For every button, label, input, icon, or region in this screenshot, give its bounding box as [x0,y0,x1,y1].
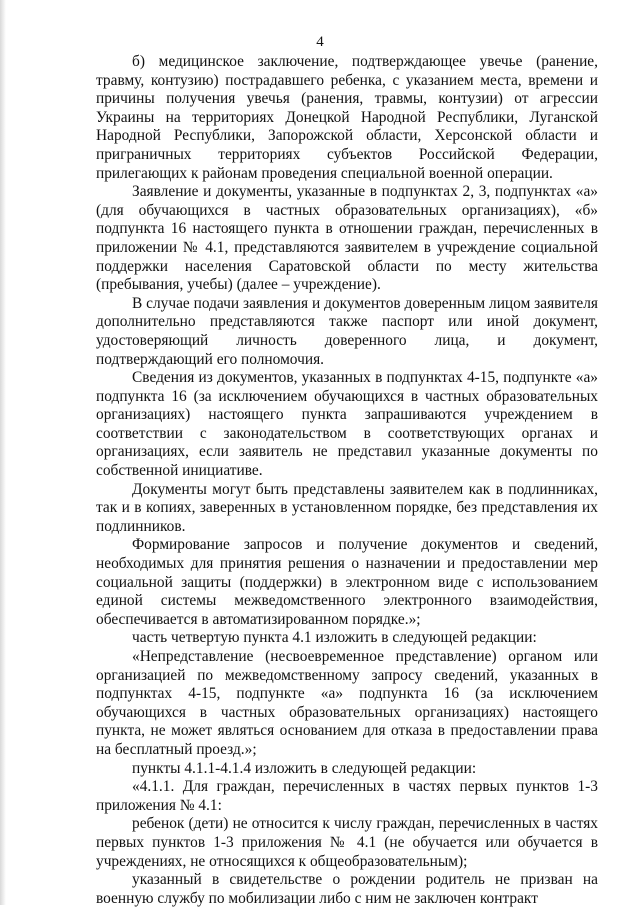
page-number: 4 [316,34,324,50]
paragraph-non-submission: «Непредставление (несвоевременное представление) органом или организацией по межведомственному запросу сведений, указанных в подпунктах 4-15, подпункте «а» подпункта 16 (за исключением обучающихся в частных образовательных организациях) настоящего пункта, не может являться основанием для отказа в предоставлении права на бесплатный проезд.»; [96,648,598,758]
paragraph-trusted-person: В случае подачи заявления и документов доверенным лицом заявителя дополнительно представляются также паспорт или иной документ, удостоверяющий личность доверенного лица, и документ, подтверждающий его полномочия. [96,294,598,368]
paragraph-points-amendment: пункты 4.1.1-4.1.4 изложить в следующей редакции: [132,759,477,777]
paragraph-child-condition: ребенок (дети) не относится к числу граждан, перечисленных в частях первых пунктов 1-3 приложения № 4.1 (не обучается или обучается в учреждениях, не относящихся к общеобразовательным); [96,815,598,870]
scan-edge-shadow [0,0,6,905]
paragraph-parent-condition: указанный в свидетельстве о рождении родитель не призван на военную службу по мобилизации либо с ним не заключен контракт [96,871,598,907]
document-body [96,53,598,908]
paragraph-application-documents: Заявление и документы, указанные в подпунктах 2, 3, подпунктах «а» (для обучающихся в частных образовательных организациях), «б» подпункта 16 настоящего пункта в отношении граждан, перечисленных в приложении № 4.1, представляются заявителем в учреждение социальной поддержки населения Саратовской области по месту жительства (пребывания, учебы) (далее – учреждение). [96,183,598,294]
paragraph-document-information: Сведения из документов, указанных в подпунктах 4-15, подпункте «а» подпункта 16 (за исключением обучающихся в частных образовательных организациях) настоящего пункта запрашиваются учреждением в соответствии с законодательством в соответствующих органах и организациях, если заявитель не представил указанные документы по собственной инициативе. [96,369,598,480]
paragraph-medical-conclusion: б) медицинское заключение, подтверждающее увечье (ранение, травму, контузию) пострадавшего ребенка, с указанием места, времени и причины получения увечья (ранения, травмы, контузии) от агрессии Украины на территориях Донецкой Народной Республики, Луганской Народной Республики, Запорожской области, Херсонской области и приграничных территориях субъектов Российской Федерации, прилегающих к районам проведения специальной военной операции. [96,53,598,182]
paragraph-point-4-1-1: «4.1.1. Для граждан, перечисленных в частях первых пунктов 1-3 приложения № 4.1: [96,778,598,814]
paragraph-originals-copies: Документы могут быть представлены заявителем как в подлинниках, так и в копиях, заверенных в установленном порядке, без представления их подлинников. [96,480,598,535]
paragraph-part-four-amendment: часть четвертую пункта 4.1 изложить в следующей редакции: [132,629,537,647]
paragraph-electronic-requests: Формирование запросов и получение документов и сведений, необходимых для принятия решения о назначении и предоставлении мер социальной защиты (поддержки) в электронном виде с использованием единой системы межведомственного электронного взаимодействия, обеспечивается в автоматизированном порядке.»; [96,536,598,628]
